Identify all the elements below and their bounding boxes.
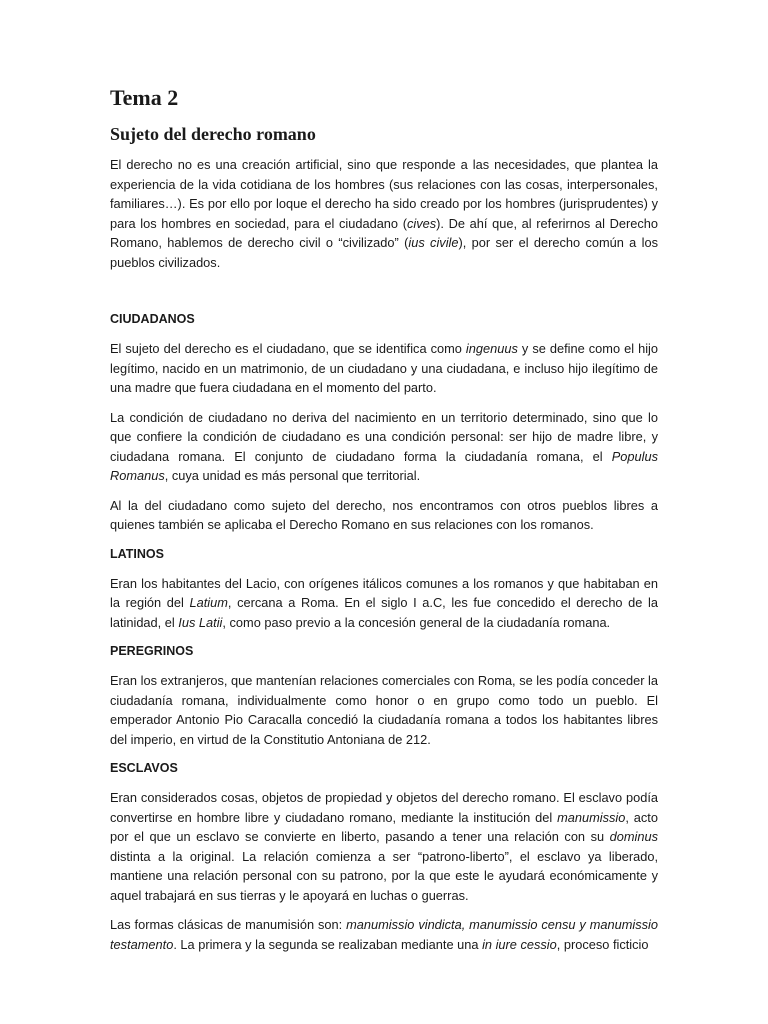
text-run: El derecho no es una creación artificial, sino que responde a las necesidades, que plantea la experiencia de la vida cotidiana de los hombres (sus relaciones con las cosas, interpersonales, familiares…). Es por ello por loque el derecho ha sido creado por los hombres (jurisprudentes) y para los hombres en sociedad, para el ciudadano ( (110, 157, 658, 231)
latinos-paragraph (110, 574, 658, 633)
italic-term: in iure cessio (482, 936, 557, 952)
text-run: Eran los habitantes del Lacio, con orígenes itálicos comunes a los romanos y que habitaban en la región del (110, 575, 658, 610)
document-page (110, 84, 658, 964)
italic-term: manumissio (557, 809, 626, 825)
italic-term: ingenuus (465, 341, 518, 356)
text-run: , cercana a Roma. En el siglo I a.C, les fue concedido el derecho de la latinidad, el (110, 595, 658, 630)
italic-term: ius civile (408, 235, 459, 250)
text-run: La condición de ciudadano no deriva del nacimiento en un territorio determinado, sino que lo que confiere la condición de ciudadano es una condición personal: ser hijo de madre libre, y ciudadana romana. El conjunto de ciudadano forma la ciudadanía romana, el (110, 409, 658, 464)
document-title: Tema 2 (110, 85, 179, 110)
section-heading-peregrinos: PEREGRINOS (110, 644, 194, 658)
italic-term: Ius Latii (178, 614, 223, 630)
peregrinos-paragraph: Eran los extranjeros, que mantenían relaciones comerciales con Roma, se les podía conceder la ciudadanía romana, individualmente como honor o en grupo como todo un pueblo. El emperador Antonio Pio Caracalla concedió la ciudadanía romana a todos los habitantes libres del imperio, en virtud de la Constitutio Antoniana de 212. (110, 673, 658, 747)
text-run: y se define como el hijo legítimo, nacido en un matrimonio, de un ciudadano y una ciudadana, e incluso hijo ilegítimo de una madre que fuera ciudadana en el momento del parto. (110, 341, 658, 395)
ciudadanos-paragraph-2 (110, 408, 658, 486)
text-run: ), por ser el derecho común a los pueblos civilizados. (110, 235, 658, 270)
italic-term: cives (406, 215, 437, 231)
italic-term: Latium (189, 595, 228, 610)
esclavos-paragraph-2 (110, 915, 658, 954)
text-run: , acto por el que un esclavo se convierte en liberto, pasando a tener una relación con su (110, 809, 658, 844)
section-heading-esclavos: ESCLAVOS (110, 761, 178, 775)
text-run: El sujeto del derecho es el ciudadano, que se identifica como (110, 341, 466, 356)
text-run: , como paso previo a la concesión general de la ciudadanía romana. (222, 614, 611, 630)
text-run: , cuya unidad es más personal que territorial. (164, 468, 421, 483)
intro-paragraph (110, 155, 658, 272)
section-heading-latinos: LATINOS (110, 546, 164, 561)
text-run: Eran considerados cosas, objetos de propiedad y objetos del derecho romano. El esclavo podía convertirse en hombre libre y ciudadano romano, mediante la institución del (110, 790, 658, 825)
esclavos-paragraph-1 (110, 788, 658, 905)
ciudadanos-paragraph-1 (110, 339, 658, 398)
section-heading-ciudadanos: CIUDADANOS (110, 312, 195, 326)
text-run: . La primera y la segunda se realizaban mediante una (173, 936, 483, 952)
text-run: Las formas clásicas de manumisión son: (110, 917, 347, 932)
document-subtitle: Sujeto del derecho romano (110, 124, 316, 144)
text-run: , proceso ficticio (556, 936, 649, 952)
italic-term: dominus (609, 829, 658, 844)
text-run: distinta a la original. La relación comienza a ser “patrono-liberto”, el esclavo ya liberado, mantiene una relación personal con su patrono, por la que este le ayudará económicamente y aquel trabajará en sus tierras y le apoyará en luchas o guerras. (110, 848, 658, 903)
italic-term: manumissio vindicta, manumissio censu y manumissio testamento (110, 917, 658, 952)
ciudadanos-paragraph-3: Al la del ciudadano como sujeto del derecho, nos encontramos con otros pueblos libres a quienes también se aplicaba el Derecho Romano en sus relaciones con los romanos. (110, 497, 658, 532)
italic-term: Populus Romanus (110, 448, 658, 483)
text-run: ). De ahí que, al referirnos al Derecho Romano, hablemos de derecho civil o “civilizado” ( (110, 215, 658, 250)
